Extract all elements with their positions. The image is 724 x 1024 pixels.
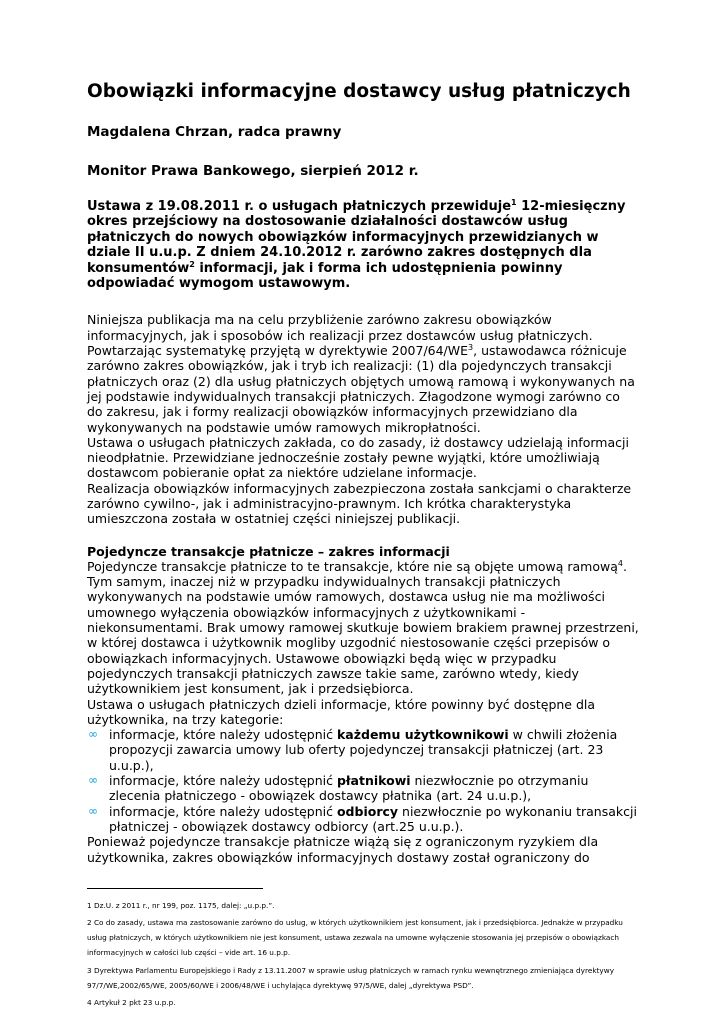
list-item-text: informacje, które należy udostępnić	[109, 803, 337, 819]
infinity-bullet-icon: ∞	[88, 773, 98, 788]
intro-section	[87, 312, 639, 526]
infinity-bullet-icon: ∞	[88, 727, 98, 742]
footnote-ref-3[interactable]: 3	[468, 343, 474, 353]
lead-text-2: 12-miesięczny okres przejściowy na dostosowanie działalności dostawców usług płatniczych do nowych obowiązków informacyjnych przewidzianych w dziale II u.u.p. Z dniem 24.10.2012 r. zarówno zakres dostępnych dla konsumentów	[87, 199, 626, 276]
section-paragraph-2: Ustawa o usługach płatniczych dzieli informacje, które powinny być dostępne dla użytkownika, na trzy kategorie:	[87, 696, 596, 727]
section-text-1b: . Tym samym, inaczej niż w przypadku indywidualnych transakcji płatniczych wykonywanych na podstawie umów ramowych, dostawca usług nie ma możliwości umownego wyłączenia obowiązków informacyjnych z użytkownikami - niekonsumentami. Brak umowy ramowej skutkuje bowiem brakiem prawnej przestrzeni, w której dostawca i użytkownik mogliby uzgodnić niestosowanie części przepisów o obowiązkach informacyjnych. Ustawowe obowiązki będą więc w przypadku pojedynczych transakcji płatniczych zawsze takie same, zarówno wtedy, kiedy użytkownikiem jest konsument, jak i przedsiębiorca.	[87, 558, 639, 697]
document-page	[87, 80, 639, 1012]
footnote-3: 3 Dyrektywa Parlamentu Europejskiego i Rady z 13.11.2007 w sprawie usług płatniczych w ramach rynku wewnętrznego zmieniająca dyrektywy 97/7/WE,2002/65/WE, 2005/60/WE i 2006/48/WE i uchylająca dyrektywę 97/5/WE, dalej „dyrektywa PSD”.	[87, 965, 615, 990]
list-item-text: niezwłocznie po otrzymaniu zlecenia płatniczego - obowiązek dostawcy płatnika (art. 24 u.u.p.),	[109, 773, 589, 804]
section-heading: Pojedyncze transakcje płatnicze – zakres informacji	[87, 543, 450, 559]
footnote-4: 4 Artykuł 2 pkt 23 u.p.p.	[87, 998, 176, 1008]
list-item-emphasis: odbiorcy	[336, 803, 399, 819]
author-line: Magdalena Chrzan, radca prawny	[87, 124, 342, 140]
intro-paragraph-1	[87, 312, 639, 434]
lead-text-3: informacji, jak i forma ich udostępnienia powinny odpowiadać wymogom ustawowym.	[87, 260, 563, 292]
list-item-text: niezwłocznie po wykonaniu transakcji płatniczej - obowiązek dostawcy odbiorcy (art.25 u.u.p.).	[109, 803, 637, 834]
footnote-ref-2[interactable]: 2	[189, 259, 195, 269]
list-item-emphasis: płatnikowi	[336, 773, 411, 789]
list-item	[88, 803, 639, 835]
list-item-text: informacje, które należy udostępnić	[109, 727, 337, 743]
intro-paragraph-3: Realizacja obowiązków informacyjnych zabezpieczona została sankcjami o charakterze zarówno cywilno-, jak i administracyjno-prawnym. Ich krótka charakterystyka umieszczona została w ostatniej części niniejszej publikacji.	[87, 480, 632, 527]
list-item-emphasis: każdemu użytkownikowi	[336, 727, 509, 743]
footnote-divider	[87, 888, 263, 889]
list-item-text: informacje, które należy udostępnić	[109, 773, 337, 789]
intro-text-1a: Niniejsza publikacja ma na celu przybliżenie zarówno zakresu obowiązków informacyjnych, jak i sposobów ich realizacji przez dostawców usług płatniczych. Powtarzając systematykę przyjętą w dyrektywie 2007/64/WE	[87, 312, 593, 359]
category-list	[87, 727, 639, 834]
source-line: Monitor Prawa Bankowego, sierpień 2012 r.	[87, 163, 419, 179]
section-body	[87, 559, 639, 865]
intro-text-1b: , ustawodawca różnicuje zarówno zakres obowiązków, jak i tryb ich realizacji: (1) dla pojedynczych transakcji płatniczych oraz (2) dla usług płatniczych objętych umową ramową i wykonywanych na jej podstawie indywidualnych transakcji płatniczych. Złagodzone wymogi zarówno co do zakresu, jak i formy realizacji obowiązków informacyjnych przewidziano dla wykonywanych na podstawie umów ramowych mikropłatności.	[87, 343, 635, 435]
list-item	[88, 773, 639, 804]
section-paragraph-3: Ponieważ pojedyncze transakcje płatnicze wiążą się z ograniczonym ryzykiem dla użytkownika, zakres obowiązków informacyjnych dostawy został ograniczony do	[87, 834, 599, 865]
lead-paragraph	[87, 199, 639, 291]
list-item-text: w chwili złożenia propozycji zawarcia umowy lub oferty pojedynczej transakcji płatniczej (art. 23 u.u.p.),	[109, 727, 618, 773]
infinity-bullet-icon: ∞	[88, 803, 98, 818]
footnote-1: 1 Dz.U. z 2011 r., nr 199, poz. 1175, dalej: „u.p.p.”.	[87, 900, 275, 910]
footnote-2: 2 Co do zasady, ustawa ma zastosowanie zarówno do usług, w których użytkownikiem jest konsument, jak i przedsiębiorca. Jednakże w przypadku usług płatniczych, w których użytkownikiem nie jest konsument, ustawa zezwala na umowne wyłączenie stosowania jej przepisów o obowiązkach informacyjnych w całości lub części – vide art. 16 u.p.p.	[87, 918, 623, 958]
section-paragraph-1	[87, 559, 639, 697]
section-text-1a: Pojedyncze transakcje płatnicze to te transakcje, które nie są objęte umową ramową	[87, 558, 618, 574]
page-title: Obowiązki informacyjne dostawcy usług płatniczych	[87, 81, 631, 102]
list-item	[88, 727, 639, 773]
intro-paragraph-2: Ustawa o usługach płatniczych zakłada, co do zasady, iż dostawcy udzielają informacji nieodpłatnie. Przewidziane jednocześnie zostały pewne wyjątki, które umożliwiają dostawcom pobieranie opłat za niektóre udzielane informacje.	[87, 434, 629, 481]
footnote-ref-4[interactable]: 4	[617, 558, 623, 568]
lead-text-1: Ustawa z 19.08.2011 r. o usługach płatniczych przewiduje	[87, 199, 512, 214]
footnotes	[87, 898, 639, 1010]
footnote-ref-1[interactable]: 1	[511, 198, 517, 207]
